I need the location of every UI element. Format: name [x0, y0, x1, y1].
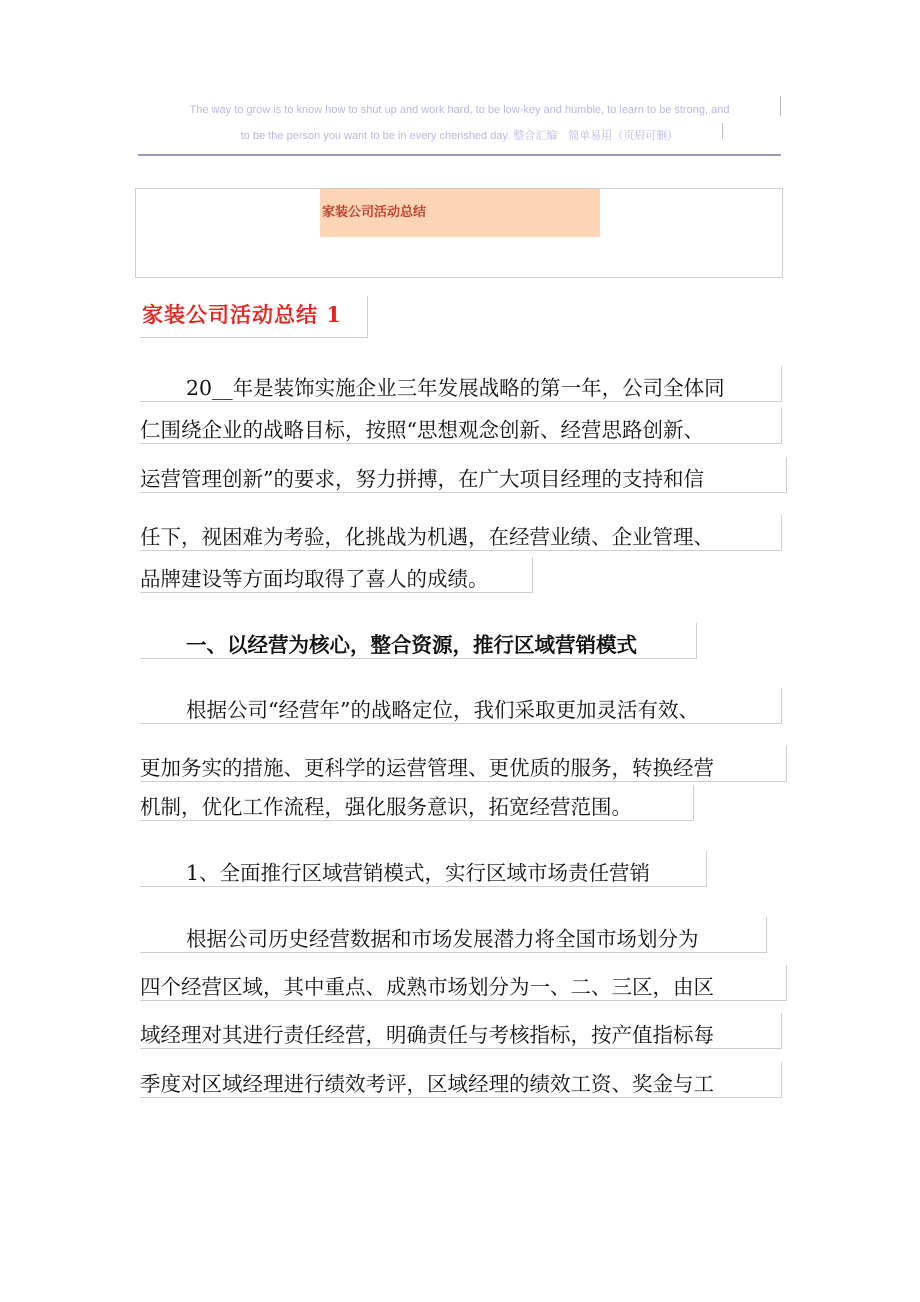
- text-line-content: 四个经营区域，其中重点、成熟市场划分为一、二、三区，由区: [140, 975, 714, 999]
- text-line: [140, 366, 782, 402]
- header-tick: [722, 123, 723, 139]
- text-line: [140, 1013, 782, 1049]
- text-line-content: 1、全面推行区域营销模式，实行区域市场责任营销: [186, 861, 651, 885]
- text-line-content: 更加务实的措施、更科学的运营管理、更优质的服务，转换经营: [140, 756, 714, 780]
- header-motto-line2-text: to be the person you want to be in every cherished day.: [240, 130, 511, 142]
- page-header: [138, 96, 781, 158]
- text-line: [140, 965, 787, 1001]
- section-heading: [140, 296, 368, 338]
- header-tag: 整合汇编 简单易用（页眉可删）: [513, 129, 679, 142]
- header-tick: [780, 96, 781, 116]
- header-divider: [138, 154, 781, 156]
- text-line-content: 20__年是装饰实施企业三年发展战略的第一年，公司全体同: [186, 376, 725, 400]
- text-line: [140, 1062, 782, 1098]
- document-title: 家装公司活动总结: [322, 205, 427, 220]
- subheading-line: [140, 623, 697, 659]
- text-line-content: 仁围绕企业的战略目标，按照“思想观念创新、经营思路创新、: [140, 418, 704, 442]
- text-line: [140, 851, 707, 887]
- text-line: [140, 785, 694, 821]
- header-motto-line1: The way to grow is to know how to shut up and work hard, to be low-key and humble, to learn to be strong, and: [189, 104, 730, 116]
- text-line: [140, 557, 533, 593]
- subheading-text: 一、以经营为核心，整合资源，推行区域营销模式: [186, 633, 637, 657]
- text-line-content: 根据公司“经营年”的战略定位，我们采取更加灵活有效、: [186, 698, 699, 722]
- text-line-content: 季度对区域经理进行绩效考评，区域经理的绩效工资、奖金与工: [140, 1072, 714, 1096]
- text-line-content: 根据公司历史经营数据和市场发展潜力将全国市场划分为: [186, 927, 699, 951]
- text-line-content: 域经理对其进行责任经营，明确责任与考核指标，按产值指标每: [140, 1023, 714, 1047]
- text-line-content: 运营管理创新”的要求，努力拼搏，在广大项目经理的支持和信: [140, 467, 704, 491]
- title-box: [135, 188, 783, 278]
- text-line-content: 品牌建设等方面均取得了喜人的成绩。: [140, 567, 489, 591]
- header-motto-line2: [138, 127, 781, 143]
- text-line: [140, 408, 782, 444]
- text-line-content: 机制，优化工作流程，强化服务意识，拓宽经营范围。: [140, 795, 632, 819]
- text-line: [140, 515, 782, 551]
- text-line-content: 任下，视困难为考验，化挑战为机遇，在经营业绩、企业管理、: [140, 525, 714, 549]
- text-line: [140, 746, 787, 782]
- text-line: [140, 688, 782, 724]
- text-line: [140, 457, 787, 493]
- section-heading-text: 家装公司活动总结 1: [142, 302, 342, 327]
- text-line: [140, 917, 767, 953]
